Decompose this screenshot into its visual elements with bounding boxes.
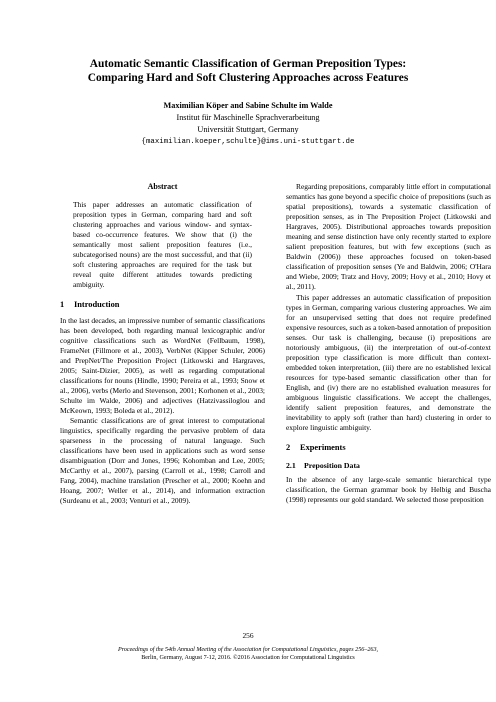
section-heading-introduction <box>60 300 265 310</box>
section-title: Introduction <box>74 300 120 310</box>
title-line-2: Comparing Hard and Soft Clustering Approaches across Features <box>87 71 409 84</box>
intro-paragraph-3: Regarding prepositions, comparably little effort in computational semantics has gone beyond a specific choice of prepositions (such as spatial prepositions), towards a systematic classification of preposition senses, as in The Preposition Project (Litkowski and Hargraves, 2005). Distributional approaches towards preposition meaning and sense distinction have only recently started to explore salient preposition features, but with few exceptions (such as Baldwin (2006)) these approaches focused on token-based classification of preposition senses (Ye and Baldwin, 2006; O'Hara and Wiebe, 2009; Tratz and Hovy, 2009; Hovy et al., 2010; Hovy et al., 2011). <box>286 182 491 292</box>
author-names: Maximilian Köper and Sabine Schulte im Walde <box>163 101 333 110</box>
affiliation-institute: Institut für Maschinelle Sprachverarbeitung <box>176 113 320 122</box>
section-title: Experiments <box>300 443 346 453</box>
affiliation-university: Universität Stuttgart, Germany <box>197 125 299 134</box>
section-number: 1 <box>60 300 65 310</box>
right-column <box>286 182 491 505</box>
intro-paragraph-1: In the last decades, an impressive number of semantic classifications has been developed, both regarding manual lexicographic and/or cognitive classifications such as WordNet (Fellbaum, 1998), FrameNet (Fillmore et al., 2003), VerbNet (Kipper Schuler, 2006) and PrepNet/The Preposition Project (Litkowski and Hargraves, 2005; Saint-Dizier, 2005), as well as regarding computational classifications for nouns (Hindle, 1990; Pereira et al., 1993; Snow et al., 2006), verbs (Merlo and Stevenson, 2001; Korhonen et al., 2003; Schulte im Walde, 2006) and adjectives (Hatzivassiloglou and McKeown, 1993; Boleda et al., 2012). <box>60 315 265 415</box>
subsection-heading-preposition-data <box>286 461 491 471</box>
abstract-text: This paper addresses an automatic classification of preposition types in German, comparing hard and soft clustering approaches and various window- and syntax-based co-occurrence features. We show that (i) the semantically most salient preposition features (i.e., subcategorised nouns) are the most successful, and that (ii) soft clustering approaches are required for the task but reveal quite different attitudes towards predicting ambiguity. <box>73 200 252 290</box>
section-heading-experiments <box>286 443 491 453</box>
subsection-number: 2.1 <box>286 461 296 471</box>
abstract-heading: Abstract <box>147 182 178 191</box>
section-number: 2 <box>286 443 291 453</box>
author-email: {maximilian.koeper,schulte}@ims.uni-stuttgart.de <box>141 138 355 146</box>
intro-paragraph-4: This paper addresses an automatic classification of preposition types in German, comparing various clustering approaches. We aim for an unsupervised setting that does not require predefined expensive resources, such as a token-based annotation of preposition senses. Our task is challenging, because (i) prepositions are notoriously ambiguous, (ii) the interpretation of out-of-context preposition type classification is more difficult than context-embedded token interpretation, (iii) there are no established lexical resources for type-based semantic classification other than for English, and (iv) there are no established evaluation measures for ambiguous linguistic classifications. We accept the challenges, identify salient preposition features, and demonstrate the inevitability to apply soft (rather than hard) clustering in order to explore linguistic ambiguity. <box>286 292 491 433</box>
experiments-paragraph-1: In the absence of any large-scale semantic hierarchical type classification, the German grammar book by Helbig and Buscha (1998) represents our gold standard. We selected those preposition <box>286 475 491 505</box>
abstract-body <box>60 200 265 290</box>
paper-title <box>40 58 456 85</box>
author-block <box>40 100 456 148</box>
proceedings-footer <box>40 646 456 662</box>
left-column <box>60 178 265 506</box>
page-number: 256 <box>242 631 254 640</box>
footer-line-1: Proceedings of the 54th Annual Meeting of the Association for Computational Linguistics, pages 256–263, <box>117 647 379 653</box>
title-line-1: Automatic Semantic Classification of German Preposition Types: <box>89 58 407 70</box>
subsection-title: Preposition Data <box>304 461 360 471</box>
footer-line-2: Berlin, Germany, August 7-12, 2016. ©2016 Association for Computational Linguistics <box>141 655 355 661</box>
intro-paragraph-2: Semantic classifications are of great interest to computational linguistics, specifically regarding the pervasive problem of data sparseness in the processing of natural language. Such classifications have been used in applications such as word sense disambiguation (Dorr and Jones, 1996; Kohomban and Lee, 2005; McCarthy et al., 2007), parsing (Carroll et al., 1998; Carroll and Fang, 2004), machine translation (Prescher et al., 2000; Koehn and Hoang, 2007; Weller et al., 2014), and information extraction (Surdeanu et al., 2003; Venturi et al., 2009). <box>60 415 265 506</box>
